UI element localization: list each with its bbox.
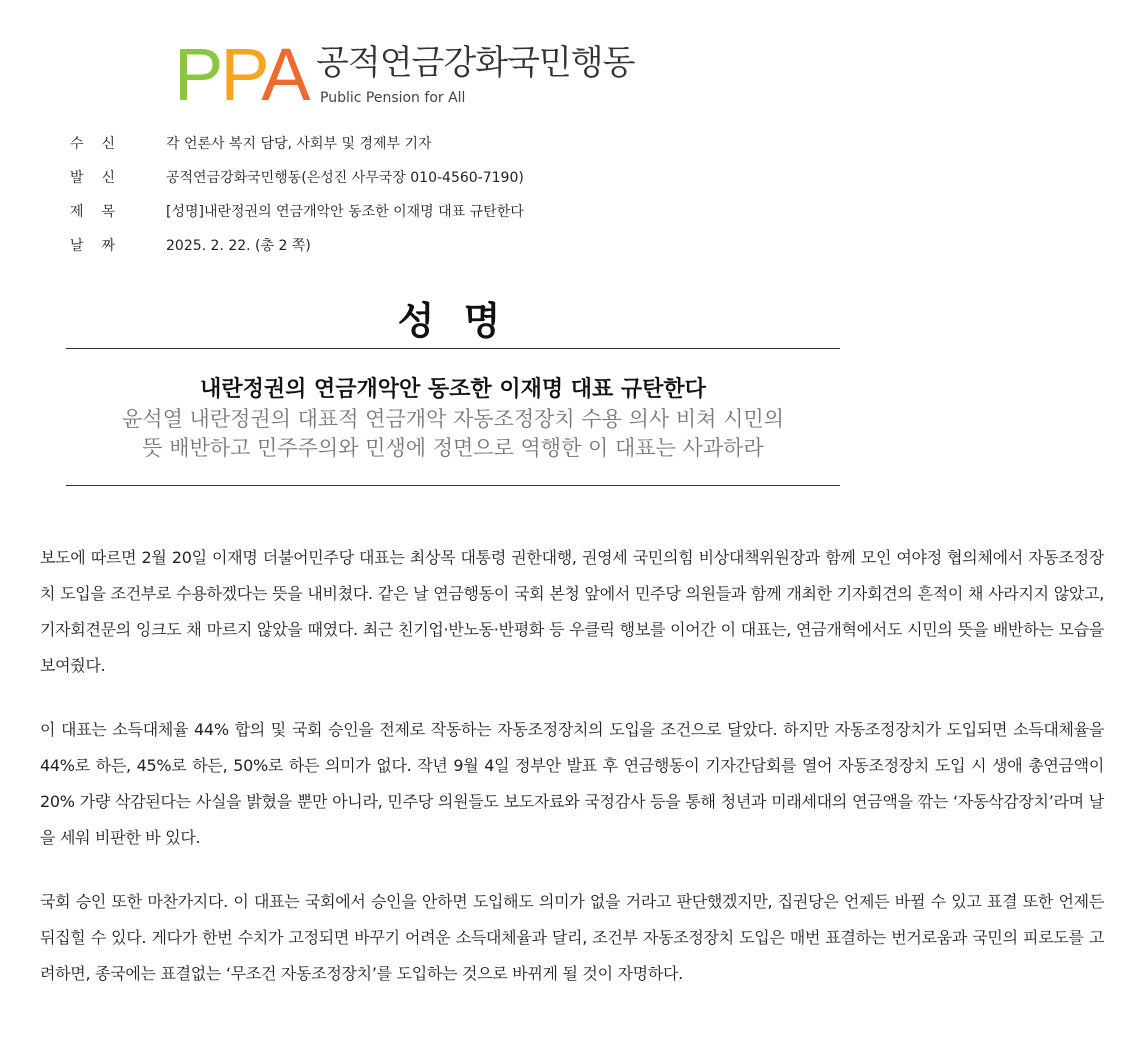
meta-key: 발신: [70, 170, 134, 186]
meta-row-date: [70, 235, 524, 269]
subheadline-line-1: 윤석열 내란정권의 대표적 연금개악 자동조정장치 수용 의사 비쳐 시민의: [122, 407, 784, 431]
body-paragraph-3: 국회 승인 또한 마찬가지다. 이 대표는 국회에서 승인을 안하면 도입해도 의미가 없을 거라고 판단했겠지만, 집권당은 언제든 바뀔 수 있고 표결 또한 언제든 뒤집힐 수 있다. 게다가 한번 수치가 고정되면 바꾸기 어려운 소득대체율과 달리, 조건부 자동조정장치 도입은 매번 표결하는 번거로움과 국민의 피로도를 고려하면, 종국에는 표결없는 ‘무조건 자동조정장치’를 도입하는 것으로 바뀌게 될 것이 자명하다.: [40, 892, 1104, 983]
meta-table: [70, 133, 524, 269]
meta-row-sender: [70, 167, 524, 201]
subheadline: [66, 405, 840, 463]
meta-value: [성명]내란정권의 연금개악안 동조한 이재명 대표 규탄한다: [166, 204, 524, 220]
logo-letter-p2: P: [220, 33, 262, 116]
headline: 내란정권의 연금개악안 동조한 이재명 대표 규탄한다: [200, 377, 706, 402]
meta-key: 제목: [70, 204, 134, 220]
statement-body: [40, 540, 1104, 1020]
meta-value: 공적연금강화국민행동(은성진 사무국장 010-4560-7190): [166, 170, 524, 186]
subheadline-line-2: 뜻 배반하고 민주주의와 민생에 정면으로 역행한 이 대표는 사과하라: [142, 436, 764, 460]
meta-row-subject: [70, 201, 524, 235]
org-name-en: Public Pension for All: [320, 90, 466, 106]
logo-letter-a: A: [261, 33, 308, 116]
divider-top: [66, 348, 840, 349]
meta-key: 날짜: [70, 238, 134, 254]
document-type-title: 성 명: [397, 299, 509, 343]
meta-key: 수신: [70, 136, 134, 152]
org-name-ko: 공적연금강화국민행동: [316, 43, 635, 83]
body-paragraph-2: 이 대표는 소득대체율 44% 합의 및 국회 승인을 전제로 작동하는 자동조정장치의 도입을 조건으로 달았다. 하지만 자동조정장치가 도입되면 소득대체율을 44%로 하든, 45%로 하든, 50%로 하든 의미가 없다. 작년 9월 4일 정부안 발표 후 연금행동이 기자간담회를 열어 자동조정장치 도입 시 생애 총연금액이 20% 가량 삭감된다는 사실을 밝혔을 뿐만 아니라, 민주당 의원들도 보도자료와 국정감사 등을 통해 청년과 미래세대의 연금액을 깎는 ‘자동삭감장치’라며 날을 세워 비판한 바 있다.: [40, 720, 1104, 847]
meta-row-recipient: [70, 133, 524, 167]
logo-letter-p1: P: [174, 33, 221, 116]
divider-bottom: [66, 485, 840, 486]
meta-value: 2025. 2. 22. (총 2 쪽): [166, 238, 311, 254]
ppa-logo-mark: [174, 33, 308, 116]
body-paragraph-1: 보도에 따르면 2월 20일 이재명 더불어민주당 대표는 최상목 대통령 권한대행, 권영세 국민의힘 비상대책위원장과 함께 모인 여야정 협의체에서 자동조정장치 도입을 조건부로 수용하겠다는 뜻을 내비쳤다. 같은 날 연금행동이 국회 본청 앞에서 민주당 의원들과 함께 개최한 기자회견의 흔적이 채 사라지지 않았고, 기자회견문의 잉크도 채 마르지 않았을 때였다. 최근 친기업·반노동·반평화 등 우클릭 행보를 이어간 이 대표는, 연금개혁에서도 시민의 뜻을 배반하는 모습을 보여줬다.: [40, 548, 1104, 675]
meta-value: 각 언론사 복지 담당, 사회부 및 경제부 기자: [166, 136, 432, 152]
